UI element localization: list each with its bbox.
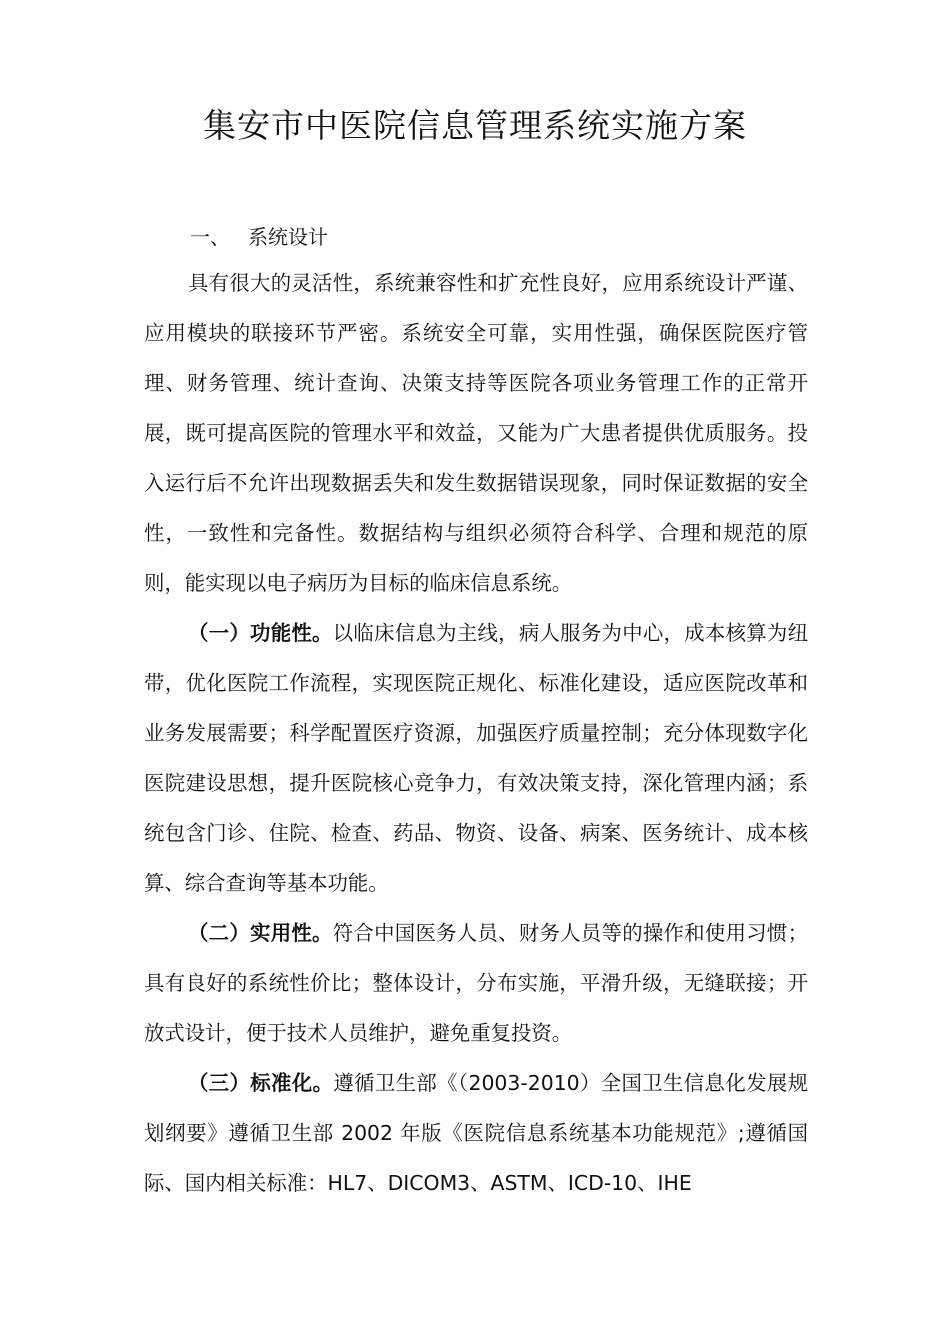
paragraph-text: 具有很大的灵活性，系统兼容性和扩充性良好，应用系统设计严谨、应用模块的联接环节严密。系统安全可靠，实用性强，确保医院医疗管理、财务管理、统计查询、决策支持等医院各项业务管理工作的正常开展，既可提高医院的管理水平和效益，又能为广大患者提供优质服务。投入运行后不允许出现数据丢失和发生数据错误现象，同时保证数据的安全性，一致性和完备性。数据结构与组织必须符合科学、合理和规范的原则，能实现以电子病历为目标的临床信息系统。 (144, 271, 808, 595)
paragraph-practicality (144, 908, 808, 1058)
paragraph-text: 符合中国医务人员、财务人员等的操作和使用习惯；具有良好的系统性价比；整体设计，分布实施，平滑升级，无缝联接；开放式设计，便于技术人员维护，避免重复投资。 (144, 921, 808, 1045)
paragraph-lead: （二）实用性。 (188, 921, 333, 945)
paragraph-text: 以临床信息为主线，病人服务为中心，成本核算为纽带，优化医院工作流程，实现医院正规化、标准化建设，适应医院改革和业务发展需要；科学配置医疗资源，加强医疗质量控制；充分体现数字化医院建设思想，提升医院核心竞争力，有效决策支持，深化管理内涵；系统包含门诊、住院、检查、药品、物资、设备、病案、医务统计、成本核算、综合查询等基本功能。 (144, 621, 808, 895)
section-number: 一、 (190, 225, 230, 249)
section-title: 系统设计 (248, 225, 328, 249)
paragraph-functionality (144, 608, 808, 908)
document-body (144, 258, 808, 1208)
paragraph-standardization (144, 1058, 808, 1208)
paragraph-lead: （三）标准化。 (188, 1071, 334, 1095)
paragraph-lead: （一）功能性。 (188, 621, 333, 645)
document-title: 集安市中医院信息管理系统实施方案 (203, 106, 747, 145)
paragraph-text: 遵循卫生部《（2003-2010）全国卫生信息化发展规划纲要》遵循卫生部 2002 年版《医院信息系统基本功能规范》;遵循国际、国内相关标准：HL7、DICOM3、ASTM、ICD-10、IHE (144, 1071, 808, 1195)
paragraph-intro (144, 258, 808, 608)
section-heading (190, 220, 328, 254)
